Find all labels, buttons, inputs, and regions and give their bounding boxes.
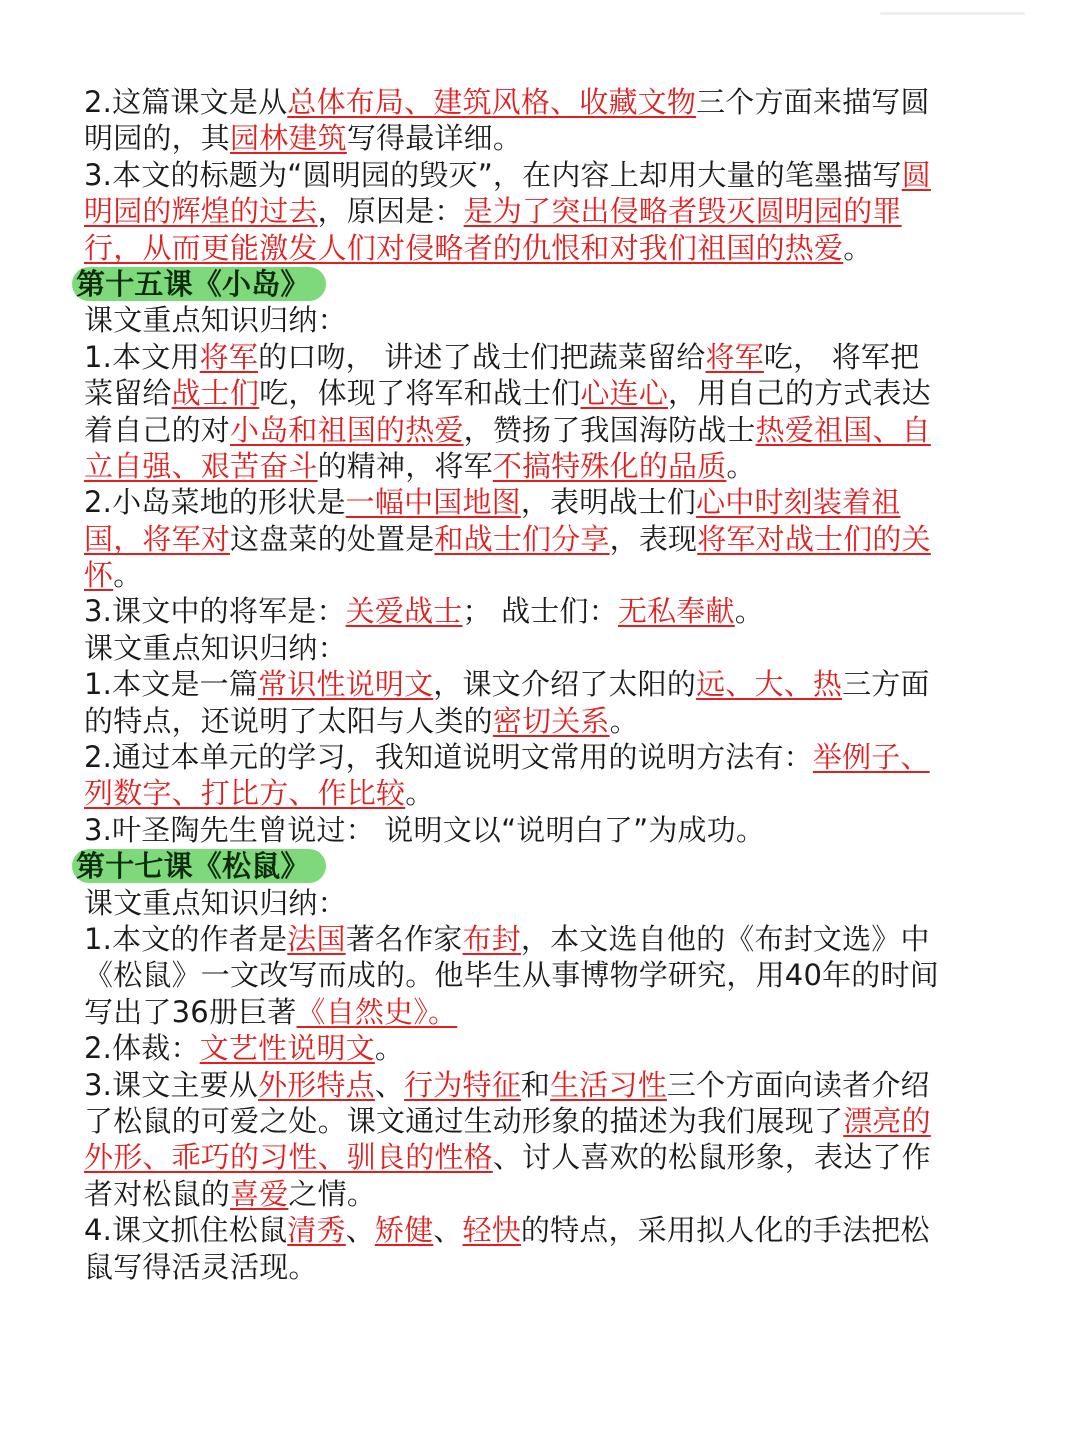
key-answer-highlight: 远、大、热 [696,667,843,702]
body-text: ，课文介绍了太阳的 [433,667,697,702]
text-line [84,448,996,484]
body-text: 的精神，将军 [317,448,493,483]
lesson-heading-row [76,266,996,302]
body-text: 4.课文抓住松鼠 [84,1213,288,1248]
key-answer-highlight: 生活习性 [550,1067,667,1102]
body-text: 1.本文的作者是 [84,921,288,956]
body-text: 课文重点知识归纳： [84,303,347,338]
body-text: 之情。 [288,1176,377,1211]
body-text: ，用自己的方式表达 [668,376,931,411]
text-line [84,630,996,666]
text-line [84,412,996,448]
body-text: 2.体裁： [84,1031,200,1066]
body-text: 。 [374,1031,405,1066]
key-answer-highlight: 清秀 [287,1213,346,1248]
body-text: 写出了36册巨著 [84,994,297,1029]
key-answer-highlight: 心中时刻装着祖 [696,485,901,520]
text-line [84,1212,996,1248]
key-answer-highlight: 矫健 [374,1213,434,1248]
body-text: 课文重点知识归纳： [84,885,347,920]
key-answer-highlight: 无私奉献 [617,594,735,629]
body-text: 的特点，还说明了太阳与人类的 [84,703,493,738]
body-text: 课文重点知识归纳： [84,630,347,665]
body-text: 著名作家 [345,921,463,956]
body-text: 了松鼠的可爱之处。课文通过生动形象的描述为我们展现了 [84,1103,844,1138]
key-answer-highlight: 怀 [84,558,114,593]
text-line [84,921,996,957]
body-text: ，赞扬了我国海防战士 [463,412,756,447]
text-line [84,302,996,338]
body-text: 2.通过本单元的学习，我知道说明文常用的说明方法有： [84,740,813,775]
key-answer-highlight: 将军对战士们的关 [697,521,931,556]
body-text: 、 [345,1213,375,1248]
body-text: 。 [726,448,756,483]
body-text: ，表明战士们 [520,485,697,520]
body-text: 吃，体现了将军和战士们 [259,376,581,411]
body-text: 2.小岛菜地的形状是 [84,485,346,520]
key-answer-highlight: 明园的辉煌的过去 [84,194,318,229]
body-text: 写得最详细。 [346,121,523,156]
body-text: 鼠写得活灵活现。 [84,1249,318,1284]
text-line [84,739,996,775]
text-line [84,994,996,1030]
text-line [84,339,996,375]
body-text: 3.本文的标题为“圆明园的毁灭”，在内容上却用大量的笔墨描写 [84,157,902,192]
key-answer-highlight: 行为特征 [404,1067,521,1102]
text-line [84,375,996,411]
text-line [84,1067,996,1103]
text-line [84,193,996,229]
body-text: 《松鼠》一文改写而成的。他毕生从事博物学研究，用40年的时间 [84,958,939,993]
body-text: ，表现 [609,521,698,556]
key-answer-highlight: 外形特点 [258,1067,375,1102]
body-text: 3.课文中的将军是： [84,594,346,629]
document-page [76,84,996,1285]
key-answer-highlight: 战士们 [171,376,260,411]
key-answer-highlight: 圆 [901,157,931,192]
body-text: ； 战士们： [462,594,618,629]
key-answer-highlight: 立自强、艰苦奋斗 [84,448,318,483]
key-answer-highlight: 和战士们分享 [434,521,610,556]
lesson-heading-row [76,848,996,884]
text-line [84,957,996,993]
text-line [84,230,996,266]
key-answer-highlight: 文艺性说明文 [199,1031,375,1066]
key-answer-highlight: 轻快 [462,1213,521,1248]
body-text: 三个方面来描写圆 [696,85,930,119]
body-text: 吃， 将军把 [763,339,920,374]
text-line [84,521,996,557]
body-text: 着自己的对 [84,412,231,447]
body-text: 菜留给 [84,376,172,411]
text-line [84,484,996,520]
body-text: 三方面 [842,667,930,702]
key-answer-highlight: 园林建筑 [230,121,347,156]
body-text: ，原因是： [317,194,464,229]
text-line [84,1103,996,1139]
key-answer-highlight: 心连心 [580,376,669,411]
body-text: 这盘菜的处置是 [230,521,435,556]
body-text: 三个方面向读者介绍 [666,1067,930,1102]
key-answer-highlight: 总体布局、建筑风格、收藏文物 [287,85,697,119]
body-text: 明园的，其 [84,121,231,156]
text-line [84,593,996,629]
key-answer-highlight: 法国 [287,921,346,956]
text-line [84,157,996,193]
key-answer-highlight: 关爱战士 [345,594,463,629]
key-answer-highlight: 漂亮的 [843,1103,931,1138]
body-text: 。 [113,558,143,593]
body-text: 者对松鼠的 [84,1176,231,1211]
key-answer-highlight: 行，从而更能激发人们对侵略者的仇恨和对我们祖国的热爱 [84,230,844,265]
key-answer-highlight: 将军 [199,339,259,374]
text-line [84,557,996,593]
body-text: 。 [734,594,764,629]
body-text: 。 [405,776,435,811]
text-line [84,775,996,811]
text-line [84,885,996,921]
text-line [84,703,996,739]
key-answer-highlight: 国，将军对 [84,521,231,556]
key-answer-highlight: 常识性说明文 [258,667,434,702]
text-line [84,1249,996,1285]
body-text: 、 [374,1067,405,1102]
key-answer-highlight: 热爱祖国、自 [755,412,931,447]
body-text: 和 [520,1067,551,1102]
text-line [84,1030,996,1066]
body-text: 、 [433,1213,463,1248]
body-text: 、讨人喜欢的松鼠形象，表达了作 [492,1140,931,1175]
key-answer-highlight: 一幅中国地图 [345,485,521,520]
key-answer-highlight: 不搞特殊化的品质 [492,448,727,483]
text-line [84,84,996,120]
key-answer-highlight: 小岛和祖国的热爱 [230,412,464,447]
text-line [84,120,996,156]
key-answer-highlight: 外形、乖巧的习性、驯良的性格 [84,1140,493,1175]
text-line [84,812,996,848]
key-answer-highlight: 将军 [705,339,764,374]
text-line [84,1176,996,1212]
key-answer-highlight: 密切关系 [492,703,610,738]
body-text: ，本文选自他的《布封文选》中 [520,921,930,956]
body-text: 1.本文用 [84,339,200,374]
body-text: 3.课文主要从 [84,1067,259,1102]
key-answer-highlight: 《自然史》。 [296,994,458,1029]
lesson-heading: 第十五课《小岛》 [72,267,326,301]
key-answer-highlight: 是为了突出侵略者毁灭圆明园的罪 [463,194,902,229]
body-text: 1.本文是一篇 [84,667,259,702]
lesson-heading: 第十七课《松鼠》 [72,849,326,883]
text-line [84,666,996,702]
top-scroll-indicator [880,12,1025,15]
body-text: 。 [843,230,873,265]
key-answer-highlight: 喜爱 [230,1176,289,1211]
body-text: 的口吻， 讲述了战士们把蔬菜留给 [258,339,706,374]
body-text: 2.这篇课文是从 [84,85,288,119]
key-answer-highlight: 布封 [462,921,521,956]
key-answer-highlight: 举例子、 [812,740,930,775]
body-text: 。 [609,703,639,738]
body-text: 3.叶圣陶先生曾说过： 说明文以“说明白了”为成功。 [84,812,766,847]
body-text: 的特点，采用拟人化的手法把松 [520,1213,930,1248]
text-line [84,1139,996,1175]
key-answer-highlight: 列数字、打比方、作比较 [84,776,406,811]
